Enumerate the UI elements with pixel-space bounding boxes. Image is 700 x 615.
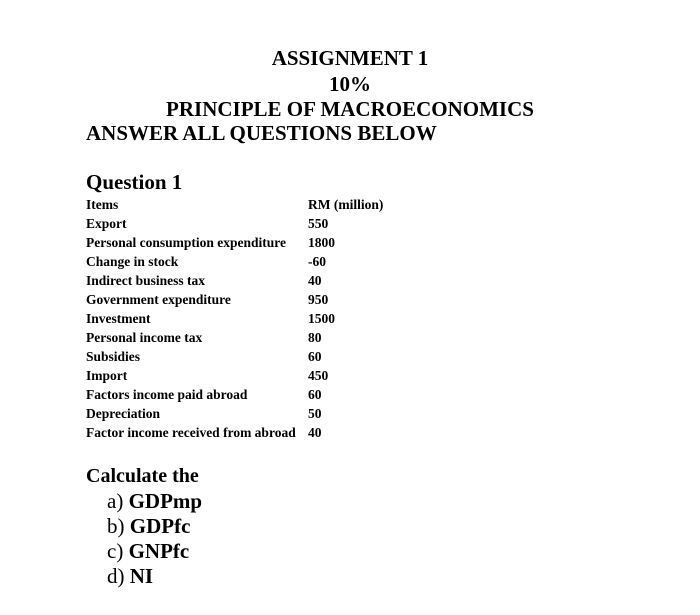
item-label: Subsidies	[86, 349, 141, 364]
item-label: Personal consumption expenditure	[86, 235, 287, 250]
task-list	[107, 489, 202, 589]
task-name: GDPmp	[128, 489, 203, 513]
item-value: 60	[308, 387, 322, 402]
item-value: 1500	[308, 311, 335, 326]
item-label: Depreciation	[86, 406, 160, 421]
task-letter: c)	[107, 539, 124, 563]
task-letter: d)	[107, 564, 125, 588]
item-label: Factors income paid abroad	[86, 387, 248, 402]
question-heading: Question 1	[86, 170, 183, 194]
task-item	[107, 514, 202, 539]
task-name: NI	[129, 564, 154, 588]
item-value: 950	[308, 292, 329, 307]
course-title: PRINCIPLE OF MACROECONOMICS	[166, 97, 534, 121]
instruction-text: ANSWER ALL QUESTIONS BELOW	[86, 121, 437, 145]
task-name: GNPfc	[128, 539, 190, 563]
item-label: Personal income tax	[86, 330, 203, 345]
item-label: Change in stock	[86, 254, 179, 269]
item-value: 550	[308, 216, 329, 231]
task-letter: a)	[107, 489, 124, 513]
item-value: 40	[308, 425, 322, 440]
item-label: Factor income received from abroad	[86, 425, 296, 440]
item-label: Indirect business tax	[86, 273, 206, 288]
item-value: 1800	[308, 235, 335, 250]
column-header-items: Items	[86, 197, 119, 212]
item-label: Government expenditure	[86, 292, 231, 307]
item-label: Export	[86, 216, 127, 231]
assignment-title: ASSIGNMENT 1	[271, 46, 429, 70]
task-item	[107, 564, 202, 589]
task-item	[107, 539, 202, 564]
assignment-weight: 10%	[329, 72, 371, 96]
column-header-value: RM (million)	[308, 197, 384, 212]
task-item	[107, 489, 202, 514]
item-value: -60	[308, 254, 326, 269]
calculate-heading: Calculate the	[86, 465, 199, 487]
item-label: Import	[86, 368, 128, 383]
task-letter: b)	[107, 514, 125, 538]
task-name: GDPfc	[129, 514, 191, 538]
item-value: 80	[308, 330, 322, 345]
item-value: 60	[308, 349, 322, 364]
item-label: Investment	[86, 311, 151, 326]
item-value: 450	[308, 368, 329, 383]
item-value: 50	[308, 406, 322, 421]
item-value: 40	[308, 273, 322, 288]
